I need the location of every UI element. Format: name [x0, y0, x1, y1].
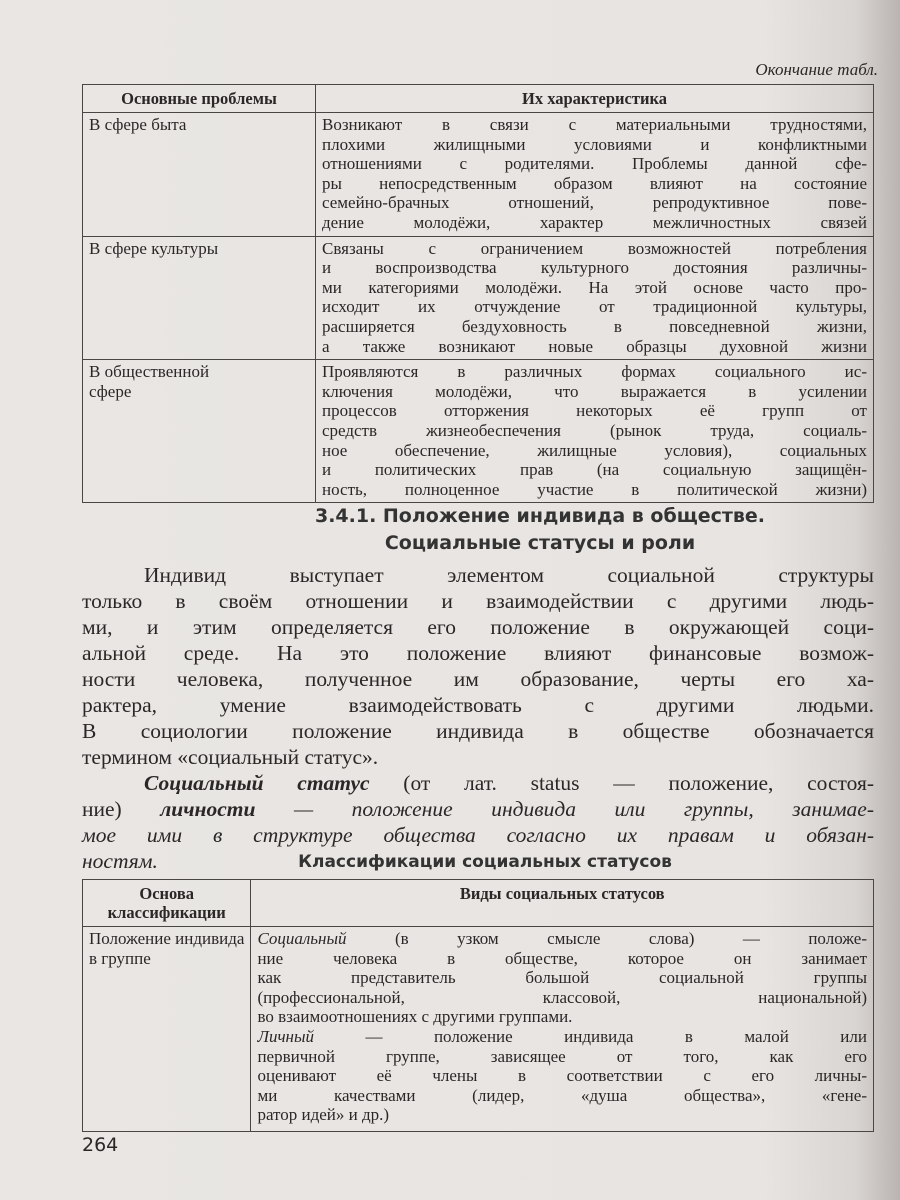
definition-line [82, 770, 874, 796]
table-title: Классификации социальных статусов [298, 852, 672, 872]
text-span: (от лат. status — положение, состоя- [369, 771, 874, 795]
table-row [83, 360, 874, 503]
body-text [82, 562, 874, 874]
term: Личный [257, 1026, 315, 1046]
term: Социальный [257, 929, 347, 948]
row-label: В сфере культуры [89, 238, 219, 258]
text-line [257, 1027, 867, 1047]
text-line: только в своём отношении и взаимодействии с другими людь- [82, 589, 874, 613]
text-line: ние человека в обществе, которое он занимает [257, 948, 867, 968]
section-heading-line: Социальные статусы и роли [384, 532, 696, 554]
header-cell: Их характеристика [316, 85, 874, 113]
text-line: ратор идей» и др.) [257, 1105, 390, 1125]
text-line: альной среде. На это положение влияют финансовые возмож- [82, 641, 874, 665]
row-label: В общественной [89, 362, 210, 382]
row-label: в группе [89, 948, 151, 968]
text-line: первичной группе, зависящее от того, как его [257, 1046, 867, 1066]
table-row [83, 236, 874, 360]
continuation-label: Окончание табл. [755, 60, 878, 79]
text-line: семейно-брачных отношений, репродуктивное пове- [322, 193, 867, 213]
table-row [83, 113, 874, 237]
text-line: Индивид выступает элементом социальной структуры [144, 563, 874, 587]
section-heading [140, 503, 900, 557]
status-classification-table [82, 879, 874, 1132]
text-line: во взаимоотношениях с другими группами. [257, 1007, 573, 1027]
text-line: средств жизнеобеспечения (рынок труда, социаль- [322, 420, 867, 440]
text-span: — положение индивида в малой или [314, 1026, 867, 1046]
youth-problems-table [82, 84, 874, 503]
text-line: ми качествами (лидер, «душа общества», «гене- [257, 1085, 867, 1105]
header-cell: Основа классификации [83, 880, 251, 927]
term: Социальный статус [144, 771, 370, 795]
definition-line [82, 848, 158, 874]
text-line: (профессиональной, классовой, национальной) [257, 987, 867, 1007]
header-cell: Основные проблемы [83, 85, 316, 113]
row-label: Положение индивида [89, 929, 245, 948]
text-line: и воспроизводства культурного достояния различны- [322, 258, 867, 278]
text-line: ры непосредственным образом влияют на состояние [322, 173, 867, 193]
text-line: расширяется бездуховность в повседневной жизни, [322, 316, 867, 336]
text-line: процессов отторжения некоторых её групп от [322, 401, 867, 421]
table-row [83, 927, 874, 1132]
text-line: Проявляются в различных формах социального ис- [322, 362, 867, 382]
text-line: ключения молодёжи, что выражается в усилении [322, 381, 867, 401]
text-span: — положение индивида или группы, занимае- [255, 797, 874, 821]
text-line: ное обеспечение, жилищные условия), социальных [322, 440, 867, 460]
text-line: ми категориями молодёжи. На этой основе часто про- [322, 277, 867, 297]
text-line: ми, и этим определяется его положение в окружающей соци- [82, 615, 874, 639]
text-line: Связаны с ограничением возможностей потребления [322, 238, 867, 258]
text-span: мое ими в структуре общества согласно их правам и обязан- [82, 823, 874, 847]
row-label: В сфере быта [89, 115, 187, 134]
text-line: как представитель большой социальной группы [257, 968, 867, 988]
text-line: ности человека, полученное им образование, черты его ха- [82, 667, 874, 691]
definition-line [82, 822, 874, 848]
text-line: плохими жилищными условиями и конфликтными [322, 134, 867, 154]
text-line [257, 929, 867, 949]
text-line: дение молодёжи, характер межличностных связей [322, 212, 867, 232]
text-line: рактера, умение взаимодействовать с другими людьми. [82, 693, 874, 717]
header-cell: Виды социальных статусов [251, 880, 874, 927]
page-number: 264 [82, 1134, 119, 1156]
text-line: Возникают в связи с материальными трудностями, [322, 115, 867, 134]
term: личности [160, 797, 256, 821]
definition-line [82, 796, 874, 822]
section-heading-line: 3.4.1. Положение индивида в обществе. [314, 505, 766, 527]
text-line: оценивают её члены в соответствии с его личны- [257, 1066, 867, 1086]
text-span: ние) [82, 797, 161, 821]
row-label: сфере [89, 381, 132, 401]
text-line: а также возникают новые образцы духовной жизни [322, 336, 867, 356]
text-line: В социологии положение индивида в обществе обозначается [82, 719, 874, 743]
text-line: и политических прав (на социальную защищён- [322, 460, 867, 480]
text-line: отношениями с родителями. Проблемы данной сфе- [322, 154, 867, 174]
text-line: термином «социальный статус». [82, 745, 379, 769]
text-line: ность, полноценное участие в политической жизни) [322, 479, 867, 499]
text-span: (в узком смысле слова) — положе- [346, 929, 867, 948]
text-line: исходит их отчуждение от традиционной культуры, [322, 297, 867, 317]
text-span: ностям. [82, 849, 158, 873]
